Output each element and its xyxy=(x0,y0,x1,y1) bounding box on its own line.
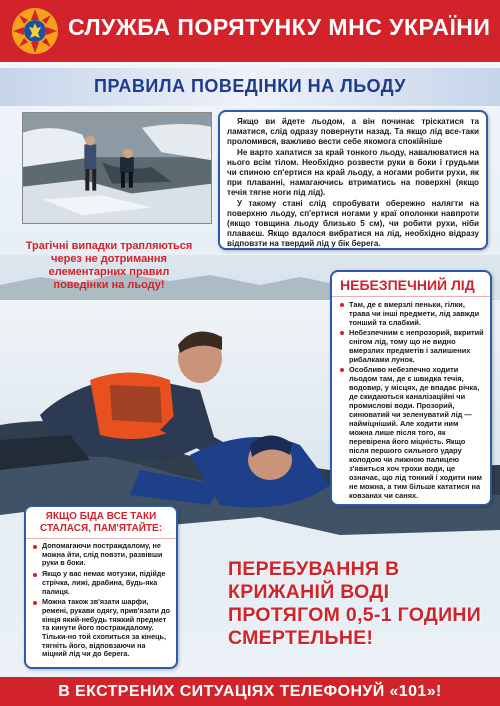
photo-people-on-ice xyxy=(22,112,212,224)
list-item: Допомагаючи постраждалому, не можна йти, слід повзти, развівши руки в боки. xyxy=(33,542,171,568)
remember-box xyxy=(24,505,178,669)
list-item: Можна також зв'язати шарфи, ремені, рукави одягу, прив'язати до кінця який-небудь тяжкий предмет та кинути його постраждалому. Тільки-но той схопиться за кінець, тягніть його, відповзаючи на міцний лід чи до берега. xyxy=(33,598,171,659)
intro-paragraph: У такому стані слід спробувати обережно налягти на поверхню льоду, сп'ертися ногами у краї ополонки навпроти (якщо товщина льоду близько 5 см), чи робити рухи, ніби плаваєш. Якщо вдалося вибратися на лід, необхідно відразу відповзти на твердий лід у бік берега. xyxy=(227,198,479,249)
tragic-note: Трагічні випадки трапляються через не дотримання елементарних правил поведінки на льоду! xyxy=(25,240,193,291)
remember-title: ЯКЩО БІДА ВСЕ ТАКИ СТАЛАСЯ, ПАМ'ЯТАЙТЕ: xyxy=(26,507,176,539)
dangerous-ice-title: НЕБЕЗПЕЧНИЙ ЛІД xyxy=(332,272,490,297)
remember-list xyxy=(26,539,176,659)
list-item: Особливо небезпечно ходити льодом там, де є швидка течія, водовир, у місцях, де впадає річка, де скидаються каналізаційні чи промислові води. Прозорий, синюватий чи зеленуватий лід — найміцніший. Але ходити ним можна лише після того, як перевірена його міцність. Якщо після першого сильного удару колодою чи лижною палицею з'явиться хоч трохи води, це означає, що лід тонкий і ходити ним не можна, а тим більше кататися на ковзанах чи санях. xyxy=(340,365,484,500)
list-item: Небезпечним є непрозорий, вкритий снігом лід, тому що не видно вмерзлих предметів і залишених рибалками лунок. xyxy=(340,328,484,364)
header-title: СЛУЖБА ПОРЯТУНКУ МНС УКРАЇНИ xyxy=(68,14,491,40)
dangerous-ice-box xyxy=(330,270,492,506)
dangerous-ice-list xyxy=(332,297,490,500)
list-item: Якщо у вас немає мотузки, підійде стрічка, лижі, драбина, будь-яка палиця. xyxy=(33,570,171,596)
header-bar xyxy=(0,0,500,62)
emergency-service-emblem-icon xyxy=(10,6,60,56)
emergency-phone-footer: В ЕКСТРЕНИХ СИТУАЦІЯХ ТЕЛЕФОНУЙ «101»! xyxy=(0,677,500,706)
intro-text-box xyxy=(218,110,488,250)
page-subtitle: ПРАВИЛА ПОВЕДІНКИ НА ЛЬОДУ xyxy=(94,76,406,96)
intro-paragraph: Якщо ви йдете льодом, а він починає тріскатися та ламатися, слід одразу повернути назад. Та якщо лід все-таки проломився, важливо вести себе якомога спокійніше xyxy=(227,117,479,147)
intro-paragraph: Не варто хапатися за край тонкого льоду, навалюватися на нього всім тілом. Необхідно розвести руки в боки і грудьми чи спиною сп'ертися на край льоду, а ногами робити рухи, як при плаванні, намагаючись втриматись на поверхні (якщо течія тягне ноги під лід). xyxy=(227,147,479,198)
list-item: Там, де є вмерзлі пеньки, гілки, трава чи інші предмети, лід завжди тонший та слабкий. xyxy=(340,300,484,327)
icy-water-warning: ПЕРЕБУВАННЯ В КРИЖАНІЙ ВОДІ ПРОТЯГОМ 0,5-1 ГОДИНИ СМЕРТЕЛЬНЕ! xyxy=(228,558,482,649)
